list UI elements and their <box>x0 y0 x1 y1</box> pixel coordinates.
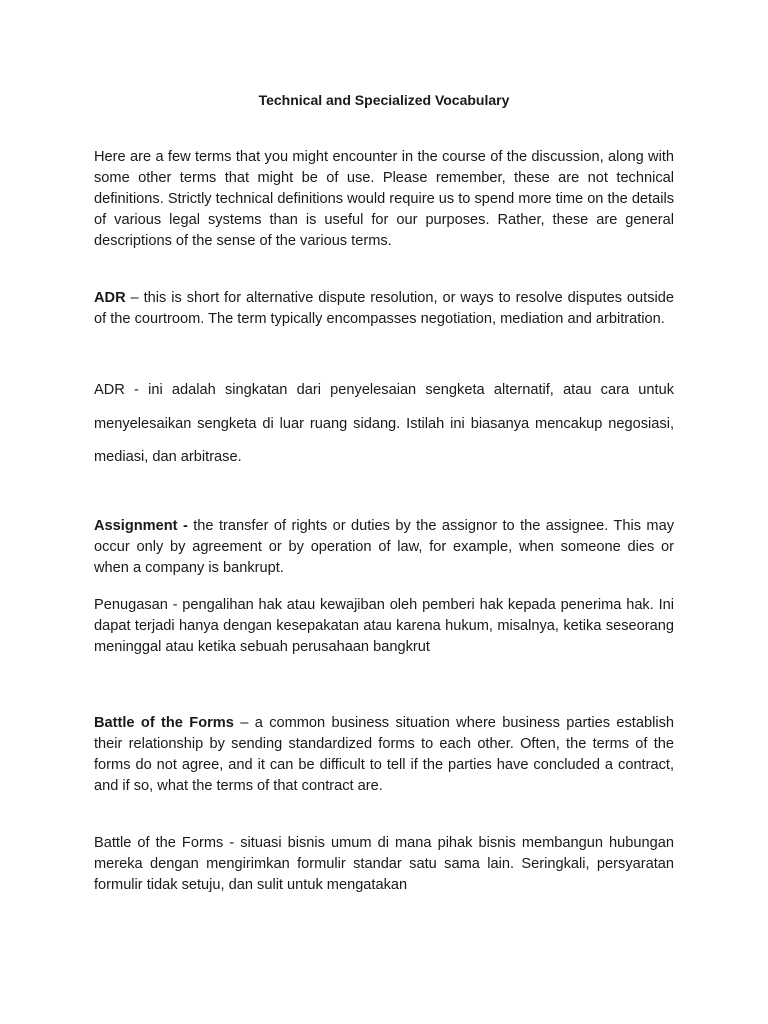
definition-text: the transfer of rights or duties by the assignor to the assignee. This may occur only by agreement or by operation of law, for example, when someone dies or when a company is bankrupt. <box>94 518 675 576</box>
term-battle-of-forms: Battle of the Forms <box>94 715 234 731</box>
definition-text: a common business situation where business parties establish their relationship by sending standardized forms to each other. Often, the terms of the forms do not agree, and it can be difficult to tell if the parties have concluded a contract, and if so, what the terms of that contract are. <box>94 715 674 794</box>
document-title: Technical and Specialized Vocabulary <box>258 92 510 108</box>
term-separator: – <box>125 290 144 306</box>
entry-adr-definition <box>94 288 674 330</box>
definition-text: this is short for alternative dispute resolution, or ways to resolve disputes outside of the courtroom. The term typically encompasses negotiation, mediation and arbitration. <box>94 290 674 327</box>
entry-assignment-translation: Penugasan - pengalihan hak atau kewajiban oleh pemberi hak kepada penerima hak. Ini dapat terjadi hanya dengan kesepakatan atau karena hukum, misalnya, ketika seseorang meninggal atau ketika sebuah perusahaan bangkrut <box>94 597 674 655</box>
entry-assignment-definition <box>94 516 674 579</box>
entry-battle-of-forms-definition <box>94 713 674 797</box>
intro-paragraph: Here are a few terms that you might encounter in the course of the discussion, along with some other terms that might be of use. Please remember, these are not technical definitions. Strictly technical definitions would require us to spend more time on the details of various legal systems than is useful for our purposes. Rather, these are general descriptions of the sense of the various terms. <box>94 149 675 249</box>
entry-adr-translation: ADR - ini adalah singkatan dari penyelesaian sengketa alternatif, atau cara untuk menyelesaikan sengketa di luar ruang sidang. Istilah ini biasanya mencakup negosiasi, mediasi, dan arbitrase. <box>94 382 674 465</box>
entry-battle-of-forms-translation: Battle of the Forms - situasi bisnis umum di mana pihak bisnis membangun hubungan mereka dengan mengirimkan formulir standar satu sama lain. Seringkali, persyaratan formulir tidak setuju, dan sulit untuk mengatakan <box>94 835 674 893</box>
term-separator: – <box>233 715 255 731</box>
term-adr: ADR <box>94 290 126 306</box>
term-assignment: Assignment - <box>94 518 188 534</box>
